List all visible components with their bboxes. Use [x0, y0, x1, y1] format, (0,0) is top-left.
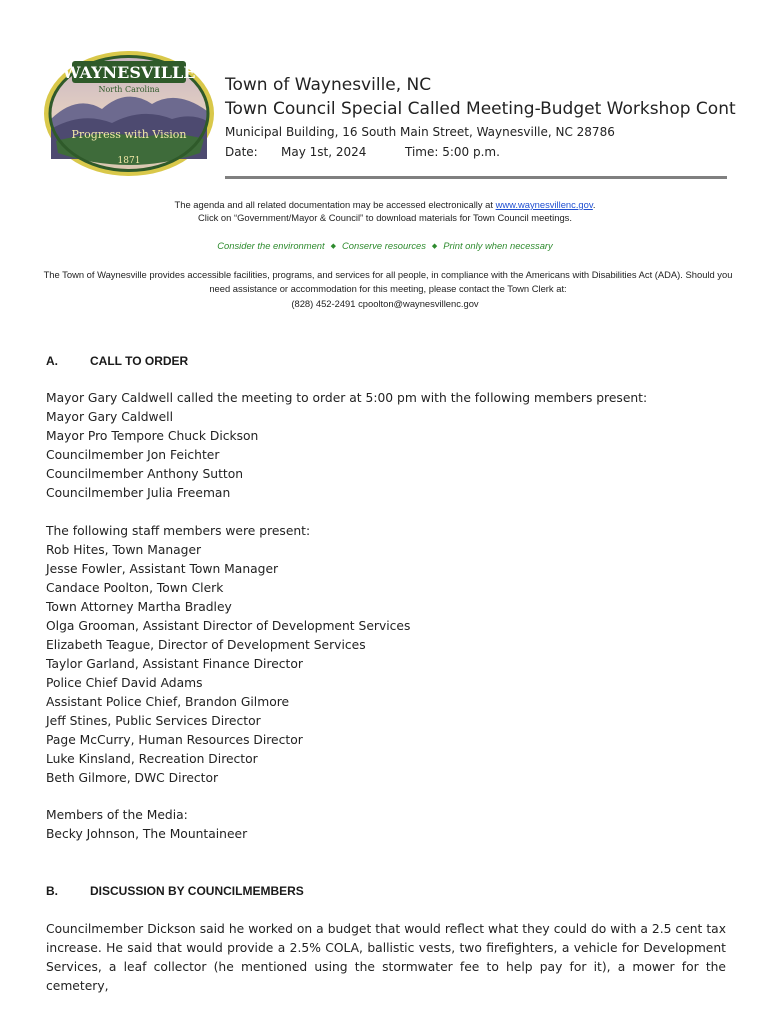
member-item: Councilmember Julia Freeman — [46, 486, 231, 500]
download-instructions: Click on “Government/Mayor & Council” to download materials for Town Council meetings. — [198, 212, 572, 223]
logo-name: WAYNESVILLE — [62, 63, 196, 82]
date-label: Date: — [225, 145, 258, 159]
website-link[interactable]: www.waynesvillenc.gov — [495, 199, 593, 210]
media-intro: Members of the Media: — [46, 808, 188, 822]
staff-item: Candace Poolton, Town Clerk — [46, 581, 224, 595]
staff-item: Taylor Garland, Assistant Finance Director — [46, 657, 303, 671]
staff-item: Police Chief David Adams — [46, 676, 203, 690]
staff-intro: The following staff members were present: — [46, 524, 311, 538]
section-a-label: A. — [46, 354, 58, 368]
staff-item: Elizabeth Teague, Director of Development Services — [46, 638, 366, 652]
meeting-title: Town Council Special Called Meeting-Budget Workshop Cont — [225, 99, 736, 119]
staff-item: Luke Kinsland, Recreation Director — [46, 752, 258, 766]
member-item: Councilmember Jon Feichter — [46, 448, 220, 462]
agenda-notice-text: The agenda and all related documentation may be accessed electronically at — [174, 199, 496, 210]
logo-state: North Carolina — [98, 85, 160, 94]
section-a-heading — [46, 354, 188, 368]
staff-item: Town Attorney Martha Bradley — [46, 600, 232, 614]
env-note-3: Print only when necessary — [443, 240, 553, 251]
staff-item: Assistant Police Chief, Brandon Gilmore — [46, 695, 290, 709]
header-divider — [225, 176, 727, 179]
staff-item: Olga Grooman, Assistant Director of Development Services — [46, 619, 411, 633]
date-value: May 1st, 2024 — [281, 145, 367, 159]
member-item: Councilmember Anthony Sutton — [46, 467, 244, 481]
page-title: Town of Waynesville, NC — [225, 75, 432, 95]
discussion-paragraph: Councilmember Dickson said he worked on a budget that would reflect what they could do with a 2.5 cent tax increase. He said that would provide a 2.5% COLA, ballistic vests, two firefighters, a vehicle for Development Services, a leaf collector (he mentioned using the stormwater fee to help pay for it), a mower for the cemetery, — [46, 922, 726, 993]
member-item: Mayor Gary Caldwell — [46, 410, 174, 424]
town-logo — [42, 49, 216, 178]
staff-item: Rob Hites, Town Manager — [46, 543, 202, 557]
staff-item: Page McCurry, Human Resources Director — [46, 733, 303, 747]
logo-year: 1871 — [117, 156, 141, 166]
time-text: Time: 5:00 p.m. — [405, 145, 500, 159]
section-b-label: B. — [46, 884, 58, 898]
clerk-contact: (828) 452-2491 cpoolton@waynesvillenc.gov — [291, 298, 479, 309]
member-item: Mayor Pro Tempore Chuck Dickson — [46, 429, 259, 443]
logo-motto: Progress with Vision — [71, 128, 187, 141]
agenda-notice — [0, 199, 770, 210]
bullet-icon: ◆ — [330, 243, 337, 250]
meeting-date-time — [225, 145, 500, 159]
section-b-heading — [46, 884, 304, 898]
agenda-notice-period: . — [592, 199, 596, 210]
staff-item: Jesse Fowler, Assistant Town Manager — [46, 562, 279, 576]
ada-notice: The Town of Waynesville provides accessible facilities, programs, and services for all people, in compliance with the Americans with Disabilities Act (ADA). Should you need assistance or accommodation for this meeting, please contact the Town Clerk at: — [43, 269, 733, 294]
meeting-location: Municipal Building, 16 South Main Street, Waynesville, NC 28786 — [225, 125, 615, 139]
staff-item: Beth Gilmore, DWC Director — [46, 771, 219, 785]
section-b-title: DISCUSSION BY COUNCILMEMBERS — [90, 884, 304, 898]
section-a-title: CALL TO ORDER — [90, 354, 189, 368]
call-to-order-intro: Mayor Gary Caldwell called the meeting to order at 5:00 pm with the following members present: — [46, 391, 648, 405]
environment-note — [0, 240, 770, 251]
env-note-2: Conserve resources — [342, 240, 426, 251]
media-item: Becky Johnson, The Mountaineer — [46, 827, 248, 841]
bullet-icon: ◆ — [431, 243, 438, 250]
staff-item: Jeff Stines, Public Services Director — [46, 714, 261, 728]
env-note-1: Consider the environment — [217, 240, 325, 251]
